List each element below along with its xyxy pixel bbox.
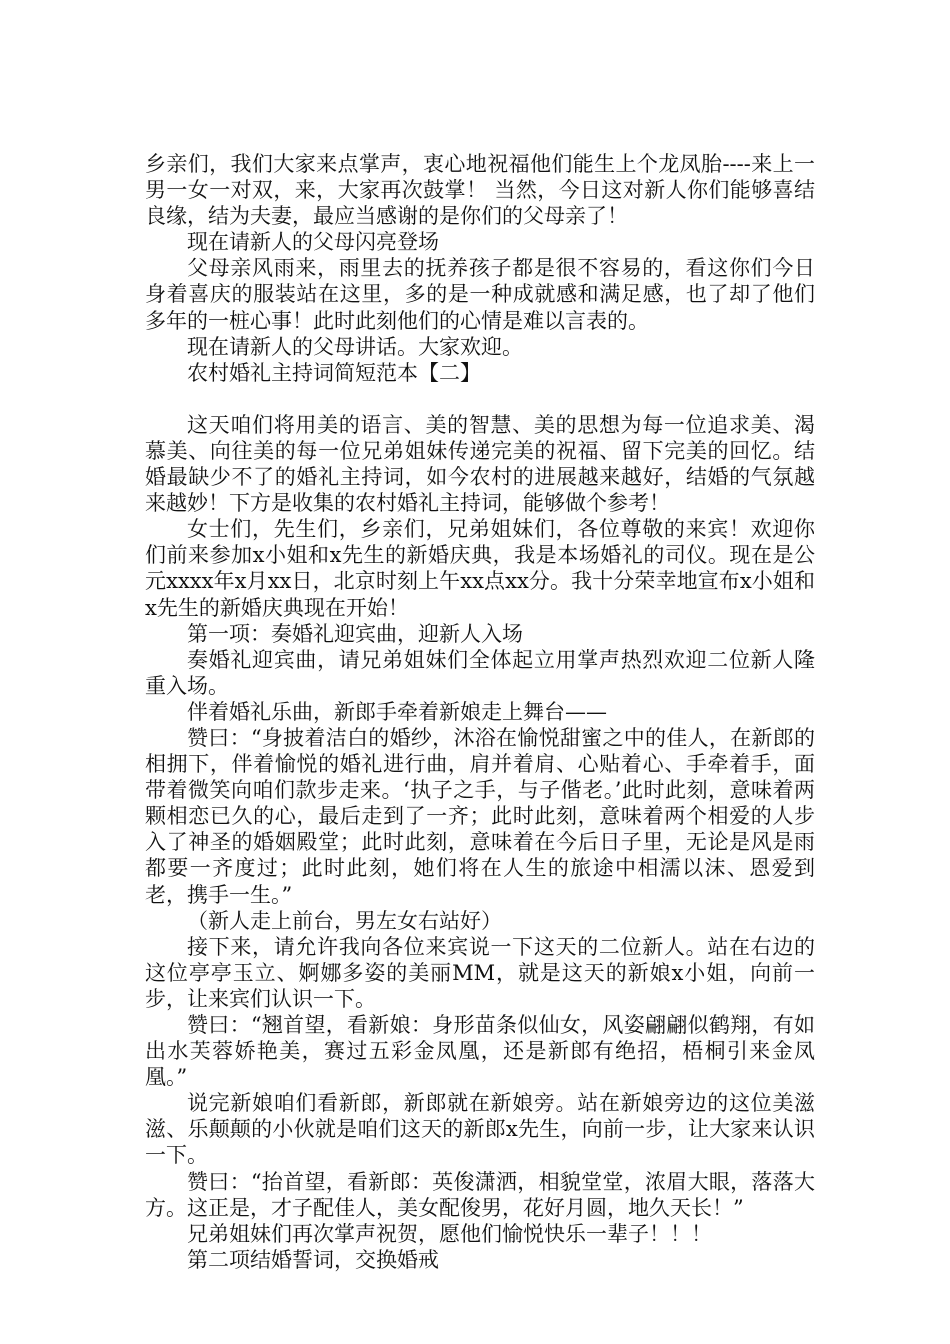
paragraph-item-two: 第二项结婚誓词，交换婚戒 xyxy=(187,1247,439,1272)
document-body xyxy=(145,151,815,1273)
paragraph-parents-speech: 现在请新人的父母讲话。大家欢迎。 xyxy=(187,334,523,359)
paragraph-stage-note: （新人走上前台，男左女右站好） xyxy=(187,908,502,933)
paragraph-walk-stage: 伴着婚礼乐曲，新郎手牵着新娘走上舞台—— xyxy=(187,699,607,724)
blank-line xyxy=(145,386,815,412)
paragraph-introduce-groom: 说完新娘咱们看新郎，新郎就在新娘旁。站在新娘旁边的这位美滋滋、乐颠颠的小伙就是咱们这天的新郎x先生，向前一步，让大家来认识一下。 xyxy=(145,1091,815,1168)
paragraph-applause: 兄弟姐妹们再次掌声祝贺，愿他们愉悦快乐一辈子！！！ xyxy=(187,1221,712,1246)
paragraph-entrance-music: 奏婚礼迎宾曲，请兄弟姐妹们全体起立用掌声热烈欢迎二位新人隆重入场。 xyxy=(145,647,815,698)
paragraph-praise-couple: 赞曰：“身披着洁白的婚纱，沐浴在愉悦甜蜜之中的佳人，在新郎的相拥下，伴着愉悦的婚礼进行曲，肩并着肩、心贴着心、手牵着手，面带着微笑向咱们款步走来。‘执子之手，与子偕老。’此时此刻，意味着两颗相恋已久的心，最后走到了一齐；此时此刻，意味着两个相爱的人步入了神圣的婚姻殿堂；此时此刻，意味着在今后日子里，无论是风是雨都要一齐度过；此时此刻，她们将在人生的旅途中相濡以沫、恩爱到老，携手一生。” xyxy=(145,725,815,907)
section-heading: 农村婚礼主持词简短范本【二】 xyxy=(187,360,481,385)
paragraph-introduce-bride: 接下来，请允许我向各位来宾说一下这天的二位新人。站在右边的这位亭亭玉立、婀娜多姿的美丽MM，就是这天的新娘x小姐，向前一步，让来宾们认识一下。 xyxy=(145,934,815,1011)
paragraph-praise-bride: 赞曰：“翘首望，看新娘：身形苗条似仙女，风姿翩翩似鹤翔，有如出水芙蓉娇艳美，赛过五彩金凤凰，还是新郎有绝招，梧桐引来金凤凰。” xyxy=(145,1013,815,1090)
paragraph-praise-groom: 赞曰：“抬首望，看新郎：英俊潇洒，相貌堂堂，浓眉大眼，落落大方。这正是，才子配佳人，美女配俊男，花好月圆，地久天长！” xyxy=(145,1169,815,1220)
paragraph-blessing: 乡亲们，我们大家来点掌声，衷心地祝福他们能生上个龙凤胎----来上一男一女一对双，来，大家再次鼓掌！ 当然，今日这对新人你们能够喜结良缘，结为夫妻，最应当感谢的是你们的父母亲了！ xyxy=(145,152,815,229)
paragraph-parents-enter: 现在请新人的父母闪亮登场 xyxy=(187,230,439,255)
paragraph-item-one: 第一项：奏婚礼迎宾曲，迎新人入场 xyxy=(187,621,523,646)
paragraph-parents-praise: 父母亲风雨来，雨里去的抚养孩子都是很不容易的，看这你们今日身着喜庆的服装站在这里，多的是一种成就感和满足感，也了却了他们多年的一桩心事！此时此刻他们的心情是难以言表的。 xyxy=(145,256,815,333)
paragraph-intro: 这天咱们将用美的语言、美的智慧、美的思想为每一位追求美、渴慕美、向往美的每一位兄弟姐妹传递完美的祝福、留下完美的回忆。结婚最缺少不了的婚礼主持词，如今农村的进展越来越好，结婚的气氛越来越妙！下方是收集的农村婚礼主持词，能够做个参考！ xyxy=(145,412,815,516)
paragraph-welcome: 女士们，先生们，乡亲们，兄弟姐妹们，各位尊敬的来宾！欢迎你们前来参加x小姐和x先生的新婚庆典，我是本场婚礼的司仪。现在是公元xxxx年x月xx日，北京时刻上午xx点xx分。我十分荣幸地宣布x小姐和x先生的新婚庆典现在开始！ xyxy=(145,517,815,620)
